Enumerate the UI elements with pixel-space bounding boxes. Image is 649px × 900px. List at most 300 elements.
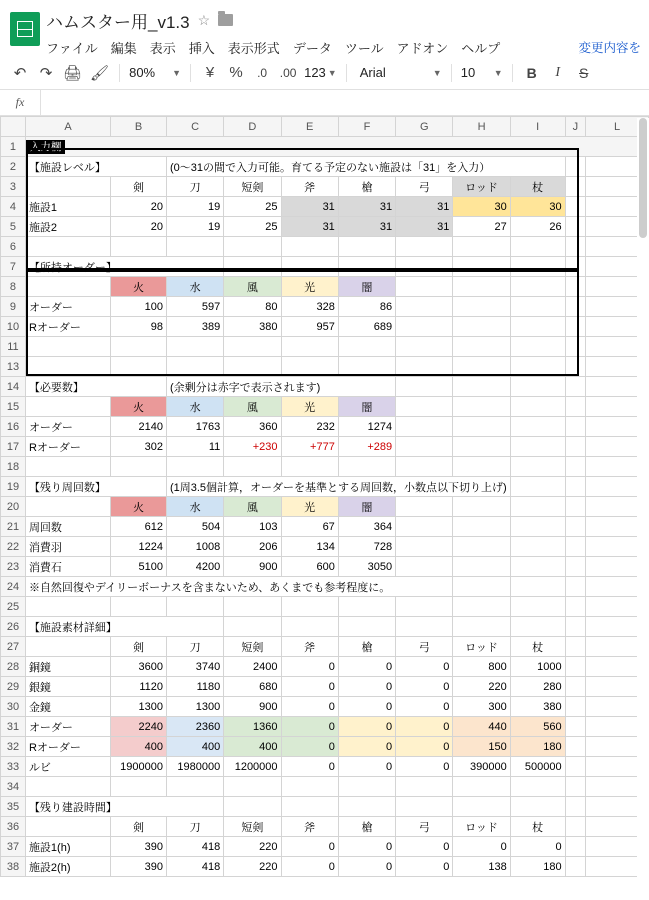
table-row[interactable] <box>1 717 649 737</box>
cell[interactable]: 600 <box>281 557 338 577</box>
cell[interactable] <box>111 237 167 257</box>
cell[interactable] <box>166 457 223 477</box>
cell[interactable] <box>396 777 453 797</box>
decrease-decimal-button[interactable]: .0 <box>257 65 268 80</box>
cell[interactable]: 86 <box>338 297 395 317</box>
cell[interactable] <box>510 297 565 317</box>
cell[interactable] <box>224 337 281 357</box>
cell[interactable]: 0 <box>396 697 453 717</box>
cell[interactable] <box>338 797 395 817</box>
column-header-d[interactable]: D <box>224 117 281 137</box>
cell[interactable] <box>111 337 167 357</box>
table-row[interactable] <box>1 277 649 297</box>
cell[interactable]: 風 <box>224 277 281 297</box>
row-header-38[interactable]: 38 <box>1 857 26 877</box>
cell[interactable]: 銀鏡 <box>25 677 110 697</box>
cell[interactable]: 2140 <box>111 417 167 437</box>
cell[interactable] <box>565 837 586 857</box>
column-header-h[interactable]: H <box>453 117 510 137</box>
cell[interactable] <box>565 277 586 297</box>
menu-tools[interactable]: ツール <box>344 40 384 56</box>
cell[interactable]: +230 <box>224 437 281 457</box>
cell[interactable] <box>510 477 565 497</box>
cell[interactable]: 斧 <box>281 177 338 197</box>
cell[interactable] <box>565 317 586 337</box>
cell[interactable]: 1980000 <box>166 757 223 777</box>
cell[interactable]: 0 <box>338 737 395 757</box>
row-header-26[interactable]: 26 <box>1 617 26 637</box>
cell[interactable] <box>510 317 565 337</box>
cell[interactable]: 20 <box>111 197 167 217</box>
cell[interactable] <box>396 297 453 317</box>
cell[interactable] <box>565 157 586 177</box>
table-row[interactable] <box>1 777 649 797</box>
cell[interactable]: 957 <box>281 317 338 337</box>
cell[interactable]: 施設1 <box>25 197 110 217</box>
cell[interactable] <box>396 357 453 377</box>
cell[interactable] <box>510 397 565 417</box>
cell[interactable]: 風 <box>224 497 281 517</box>
table-row[interactable] <box>1 337 649 357</box>
cell[interactable] <box>396 277 453 297</box>
cell[interactable]: 1120 <box>111 677 167 697</box>
table-row[interactable] <box>1 637 649 657</box>
cell[interactable]: 328 <box>281 297 338 317</box>
cell[interactable] <box>453 297 510 317</box>
cell[interactable]: 槍 <box>338 637 395 657</box>
bold-button[interactable]: B <box>526 64 537 81</box>
cell[interactable]: 100 <box>111 297 167 317</box>
table-row[interactable] <box>1 237 649 257</box>
cell[interactable] <box>510 457 565 477</box>
cell[interactable] <box>453 537 510 557</box>
cell[interactable]: 560 <box>510 717 565 737</box>
row-header-2[interactable]: 2 <box>1 157 26 177</box>
cell[interactable]: 11 <box>166 437 223 457</box>
cell[interactable]: 418 <box>166 837 223 857</box>
cell[interactable] <box>510 377 565 397</box>
cell[interactable] <box>396 457 453 477</box>
cell[interactable]: オーダー <box>25 417 110 437</box>
cell[interactable]: 2240 <box>111 717 167 737</box>
cell[interactable]: 施設2 <box>25 217 110 237</box>
cell[interactable]: 1180 <box>166 677 223 697</box>
cell[interactable]: 31 <box>396 217 453 237</box>
currency-format-button[interactable]: ¥ <box>205 64 215 81</box>
cell[interactable] <box>510 237 565 257</box>
row-header-7[interactable]: 7 <box>1 257 26 277</box>
font-size-selector[interactable] <box>459 61 505 85</box>
cell[interactable] <box>453 317 510 337</box>
table-row[interactable] <box>1 517 649 537</box>
cell[interactable] <box>338 617 395 637</box>
cell[interactable]: 【施設素材詳細】 <box>25 617 223 637</box>
cell[interactable]: 0 <box>338 657 395 677</box>
cell[interactable]: 周回数 <box>25 517 110 537</box>
column-header-b[interactable]: B <box>111 117 167 137</box>
cell[interactable]: 280 <box>510 677 565 697</box>
cell[interactable]: 302 <box>111 437 167 457</box>
vertical-scrollbar-thumb[interactable] <box>639 118 647 238</box>
cell[interactable]: 弓 <box>396 177 453 197</box>
cell[interactable] <box>338 357 395 377</box>
cell[interactable] <box>510 577 565 597</box>
cell[interactable]: 3740 <box>166 657 223 677</box>
cell[interactable] <box>453 557 510 577</box>
cell[interactable]: 1224 <box>111 537 167 557</box>
cell[interactable] <box>565 637 586 657</box>
cell[interactable] <box>396 517 453 537</box>
menu-file[interactable]: ファイル <box>46 40 98 56</box>
cell[interactable] <box>25 777 110 797</box>
cell[interactable] <box>396 497 453 517</box>
cell[interactable] <box>565 817 586 837</box>
cell[interactable] <box>396 337 453 357</box>
named-range-cell[interactable] <box>25 137 648 157</box>
table-row[interactable] <box>1 757 649 777</box>
cell[interactable] <box>338 777 395 797</box>
row-header-13[interactable]: 13 <box>1 357 26 377</box>
row-header-21[interactable]: 21 <box>1 517 26 537</box>
cell[interactable] <box>510 777 565 797</box>
cell[interactable]: 19 <box>166 197 223 217</box>
percent-format-button[interactable]: % <box>229 64 243 81</box>
cell[interactable] <box>565 337 586 357</box>
cell[interactable] <box>281 617 338 637</box>
cell[interactable] <box>224 797 281 817</box>
cell[interactable]: 390000 <box>453 757 510 777</box>
cell[interactable]: 剣 <box>111 817 167 837</box>
cell[interactable]: 220 <box>224 837 281 857</box>
cell[interactable] <box>510 597 565 617</box>
row-header-33[interactable]: 33 <box>1 757 26 777</box>
vertical-scrollbar[interactable] <box>637 118 649 900</box>
cell[interactable] <box>396 397 453 417</box>
cell[interactable]: ロッド <box>453 637 510 657</box>
table-row[interactable] <box>1 537 649 557</box>
table-row[interactable] <box>1 477 649 497</box>
row-header-28[interactable]: 28 <box>1 657 26 677</box>
cell[interactable] <box>111 777 167 797</box>
cell[interactable] <box>396 257 453 277</box>
cell[interactable] <box>166 357 223 377</box>
cell[interactable]: 剣 <box>111 637 167 657</box>
cell[interactable] <box>281 597 338 617</box>
table-row[interactable] <box>1 397 649 417</box>
cell[interactable] <box>453 577 510 597</box>
font-family-selector[interactable] <box>358 61 444 85</box>
cell[interactable]: 31 <box>396 197 453 217</box>
cell[interactable] <box>510 437 565 457</box>
cell[interactable]: 0 <box>338 857 395 877</box>
cell[interactable]: 418 <box>166 857 223 877</box>
cell[interactable]: 施設2(h) <box>25 857 110 877</box>
cell[interactable] <box>565 397 586 417</box>
table-row[interactable] <box>1 677 649 697</box>
cell[interactable]: 火 <box>111 397 167 417</box>
cell[interactable] <box>510 797 565 817</box>
cell[interactable]: 闇 <box>338 397 395 417</box>
row-header-4[interactable]: 4 <box>1 197 26 217</box>
cell[interactable]: オーダー <box>25 717 110 737</box>
cell[interactable] <box>25 277 110 297</box>
cell[interactable] <box>25 357 110 377</box>
cell[interactable] <box>25 457 110 477</box>
cell[interactable]: 【施設レベル】 <box>25 157 166 177</box>
cell[interactable] <box>453 257 510 277</box>
menu-view[interactable]: 表示 <box>149 40 176 56</box>
column-header-a[interactable]: A <box>25 117 110 137</box>
cell[interactable]: 400 <box>166 737 223 757</box>
row-header-25[interactable]: 25 <box>1 597 26 617</box>
cell[interactable]: 380 <box>224 317 281 337</box>
cell[interactable] <box>281 357 338 377</box>
cell[interactable]: 31 <box>281 217 338 237</box>
table-row[interactable] <box>1 157 649 177</box>
cell[interactable]: 134 <box>281 537 338 557</box>
cell[interactable] <box>25 817 110 837</box>
cell[interactable] <box>565 457 586 477</box>
cell[interactable]: 31 <box>338 217 395 237</box>
cell[interactable] <box>565 617 586 637</box>
table-row[interactable] <box>1 597 649 617</box>
cell[interactable]: 612 <box>111 517 167 537</box>
cell[interactable]: Rオーダー <box>25 737 110 757</box>
cell[interactable]: 1300 <box>166 697 223 717</box>
cell[interactable]: +289 <box>338 437 395 457</box>
column-header-g[interactable]: G <box>396 117 453 137</box>
cell[interactable]: ロッド <box>453 177 510 197</box>
cell[interactable] <box>453 437 510 457</box>
cell[interactable]: 短剣 <box>224 637 281 657</box>
cell[interactable] <box>25 637 110 657</box>
cell[interactable]: 0 <box>281 757 338 777</box>
cell[interactable] <box>565 297 586 317</box>
cell[interactable] <box>453 497 510 517</box>
cell[interactable] <box>281 237 338 257</box>
cell[interactable] <box>565 197 586 217</box>
cell[interactable]: 0 <box>281 657 338 677</box>
cell[interactable]: 0 <box>396 717 453 737</box>
cell[interactable] <box>453 417 510 437</box>
cell[interactable] <box>166 777 223 797</box>
row-header-29[interactable]: 29 <box>1 677 26 697</box>
cell[interactable] <box>281 337 338 357</box>
cell[interactable]: 30 <box>510 197 565 217</box>
row-header-20[interactable]: 20 <box>1 497 26 517</box>
menu-help[interactable]: ヘルプ <box>461 40 501 56</box>
row-header-15[interactable]: 15 <box>1 397 26 417</box>
column-header-c[interactable]: C <box>166 117 223 137</box>
document-title[interactable]: ハムスター用_v1.3 <box>46 12 190 32</box>
cell[interactable]: 390 <box>111 837 167 857</box>
spreadsheet-grid[interactable] <box>0 116 649 877</box>
redo-icon[interactable]: ↷ <box>39 64 53 82</box>
undo-icon[interactable]: ↶ <box>13 64 27 82</box>
cell[interactable]: 弓 <box>396 817 453 837</box>
cell[interactable]: 剣 <box>111 177 167 197</box>
cell[interactable]: 光 <box>281 397 338 417</box>
cell[interactable]: 390 <box>111 857 167 877</box>
increase-decimal-button[interactable]: .00 <box>279 65 297 80</box>
cell[interactable]: 1000 <box>510 657 565 677</box>
cell[interactable] <box>510 357 565 377</box>
cell[interactable]: 杖 <box>510 177 565 197</box>
cell[interactable] <box>510 257 565 277</box>
cell[interactable]: 短剣 <box>224 817 281 837</box>
cell[interactable] <box>453 357 510 377</box>
cell[interactable] <box>396 597 453 617</box>
row-header-1[interactable]: 1 <box>1 137 26 157</box>
cell[interactable]: 2360 <box>166 717 223 737</box>
folder-icon[interactable] <box>218 14 233 26</box>
italic-button[interactable]: I <box>555 64 561 80</box>
cell[interactable]: 0 <box>338 757 395 777</box>
cell[interactable] <box>565 217 586 237</box>
table-row[interactable] <box>1 817 649 837</box>
cell[interactable] <box>565 577 586 597</box>
menu-data[interactable]: データ <box>292 40 332 56</box>
cell[interactable]: 364 <box>338 517 395 537</box>
cell[interactable]: 80 <box>224 297 281 317</box>
number-format-selector[interactable] <box>302 61 339 85</box>
cell[interactable]: 風 <box>224 397 281 417</box>
cell[interactable]: 2400 <box>224 657 281 677</box>
cell[interactable] <box>281 257 338 277</box>
cell[interactable]: 闇 <box>338 277 395 297</box>
cell[interactable]: (0～31の間で入力可能。育てる予定のない施設は「31」を入力） <box>166 157 565 177</box>
row-header-9[interactable]: 9 <box>1 297 26 317</box>
table-row[interactable] <box>1 257 649 277</box>
cell[interactable] <box>565 657 586 677</box>
cell[interactable] <box>25 497 110 517</box>
cell[interactable] <box>510 337 565 357</box>
cell[interactable]: 25 <box>224 217 281 237</box>
zoom-selector[interactable] <box>127 61 183 85</box>
row-header-16[interactable]: 16 <box>1 417 26 437</box>
cell[interactable] <box>338 257 395 277</box>
row-header-8[interactable]: 8 <box>1 277 26 297</box>
cell[interactable]: 900 <box>224 697 281 717</box>
table-row[interactable] <box>1 797 649 817</box>
cell[interactable] <box>25 237 110 257</box>
cell[interactable]: 0 <box>338 677 395 697</box>
row-header-23[interactable]: 23 <box>1 557 26 577</box>
cell[interactable] <box>565 477 586 497</box>
row-header-5[interactable]: 5 <box>1 217 26 237</box>
cell[interactable]: 360 <box>224 417 281 437</box>
cell[interactable] <box>338 237 395 257</box>
cell[interactable]: ロッド <box>453 817 510 837</box>
cell[interactable] <box>510 497 565 517</box>
cell[interactable] <box>396 557 453 577</box>
cell[interactable]: 220 <box>453 677 510 697</box>
table-row[interactable] <box>1 317 649 337</box>
cell[interactable] <box>565 497 586 517</box>
column-header-e[interactable]: E <box>281 117 338 137</box>
cell[interactable]: 20 <box>111 217 167 237</box>
row-header-31[interactable]: 31 <box>1 717 26 737</box>
cell[interactable] <box>565 437 586 457</box>
table-row[interactable] <box>1 657 649 677</box>
cell[interactable] <box>565 677 586 697</box>
cell[interactable]: Rオーダー <box>25 317 110 337</box>
cell[interactable]: 光 <box>281 497 338 517</box>
cell[interactable]: 0 <box>281 857 338 877</box>
cell[interactable] <box>166 337 223 357</box>
cell[interactable] <box>25 177 110 197</box>
cell[interactable] <box>224 257 281 277</box>
cell[interactable]: 【残り建設時間】 <box>25 797 223 817</box>
cell[interactable] <box>396 417 453 437</box>
cell[interactable]: +777 <box>281 437 338 457</box>
cell[interactable]: 689 <box>338 317 395 337</box>
star-icon[interactable]: ☆ <box>197 11 211 28</box>
cell[interactable]: 1300 <box>111 697 167 717</box>
table-row[interactable] <box>1 497 649 517</box>
cell[interactable] <box>565 777 586 797</box>
cell[interactable] <box>565 177 586 197</box>
cell[interactable]: 220 <box>224 857 281 877</box>
cell[interactable] <box>565 557 586 577</box>
cell[interactable] <box>396 797 453 817</box>
cell[interactable] <box>396 617 453 637</box>
cell[interactable]: 0 <box>396 657 453 677</box>
paint-format-icon[interactable]: 🖌 <box>90 64 110 82</box>
table-row[interactable] <box>1 737 649 757</box>
row-header-11[interactable]: 11 <box>1 337 26 357</box>
cell[interactable] <box>396 537 453 557</box>
cell[interactable]: 1200000 <box>224 757 281 777</box>
cell[interactable] <box>396 437 453 457</box>
table-row[interactable] <box>1 617 649 637</box>
cell[interactable] <box>453 457 510 477</box>
row-header-6[interactable]: 6 <box>1 237 26 257</box>
cell[interactable]: 206 <box>224 537 281 557</box>
row-header-22[interactable]: 22 <box>1 537 26 557</box>
cell[interactable]: 0 <box>396 677 453 697</box>
cell[interactable] <box>111 597 167 617</box>
cell[interactable]: 0 <box>510 837 565 857</box>
table-row[interactable] <box>1 837 649 857</box>
cell[interactable]: 900 <box>224 557 281 577</box>
cell[interactable]: 闇 <box>338 497 395 517</box>
row-header-34[interactable]: 34 <box>1 777 26 797</box>
cell[interactable] <box>25 397 110 417</box>
row-header-37[interactable]: 37 <box>1 837 26 857</box>
select-all-corner[interactable] <box>1 117 26 137</box>
row-header-32[interactable]: 32 <box>1 737 26 757</box>
cell[interactable] <box>224 617 281 637</box>
row-header-30[interactable]: 30 <box>1 697 26 717</box>
print-icon[interactable]: 🖨 <box>63 64 83 82</box>
cell[interactable]: 0 <box>338 717 395 737</box>
cell[interactable]: 弓 <box>396 637 453 657</box>
table-row[interactable] <box>1 197 649 217</box>
table-row[interactable] <box>1 697 649 717</box>
cell[interactable]: 31 <box>281 197 338 217</box>
row-header-24[interactable]: 24 <box>1 577 26 597</box>
cell[interactable]: 1360 <box>224 717 281 737</box>
row-header-18[interactable]: 18 <box>1 457 26 477</box>
cell[interactable] <box>565 237 586 257</box>
cell[interactable] <box>224 777 281 797</box>
table-row[interactable] <box>1 557 649 577</box>
cell[interactable] <box>565 857 586 877</box>
row-header-10[interactable]: 10 <box>1 317 26 337</box>
cell[interactable]: 300 <box>453 697 510 717</box>
cell[interactable]: 消費石 <box>25 557 110 577</box>
